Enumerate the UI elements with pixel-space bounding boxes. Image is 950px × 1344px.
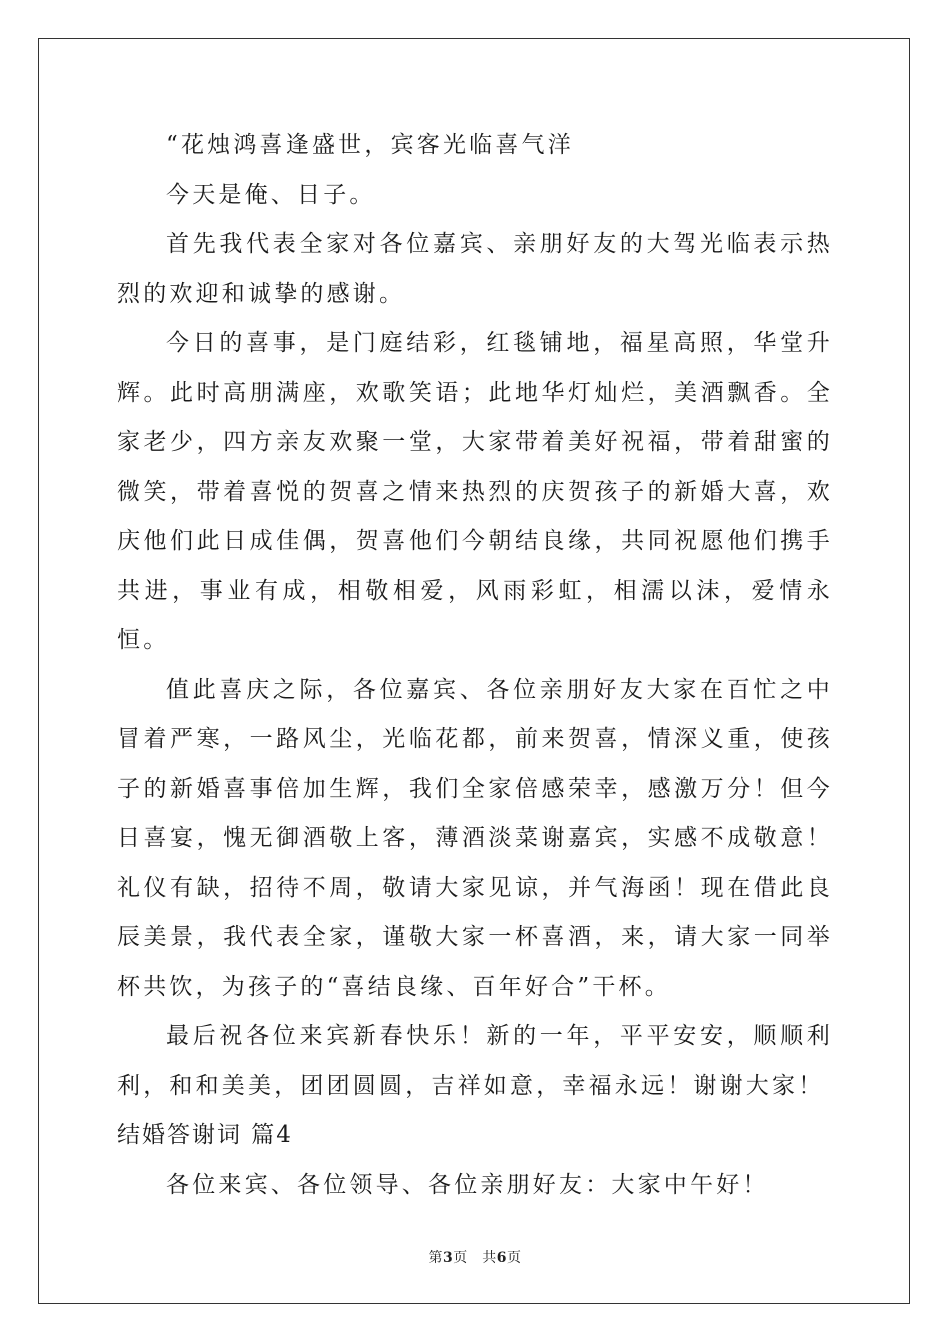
page-current: 3 bbox=[443, 1250, 454, 1266]
page-mid: 页 共 bbox=[453, 1250, 497, 1266]
section-heading: 结婚答谢词 篇4 bbox=[117, 1122, 293, 1148]
paragraph: “花烛鸿喜逢盛世，宾客光临喜气洋 bbox=[166, 132, 574, 158]
page-prefix: 第 bbox=[428, 1250, 443, 1266]
paragraph: 最后祝各位来宾新春快乐！新的一年，平平安安，顺顺利利，和和美美，团团圆圆，吉祥如意，幸福永远！谢谢大家！ bbox=[117, 1023, 833, 1099]
page-footer bbox=[0, 1247, 950, 1267]
paragraph: 首先我代表全家对各位嘉宾、亲朋好友的大驾光临表示热烈的欢迎和诚挚的感谢。 bbox=[117, 231, 833, 307]
paragraph: 值此喜庆之际，各位嘉宾、各位亲朋好友大家在百忙之中冒着严寒，一路风尘，光临花都，前来贺喜，情深义重，使孩子的新婚喜事倍加生辉，我们全家倍感荣幸，感激万分！但今日喜宴，愧无御酒敬上客，薄酒淡菜谢嘉宾，实感不成敬意！礼仪有缺，招待不周，敬请大家见谅，并气海函！现在借此良辰美景，我代表全家，谨敬大家一杯喜酒，来，请大家一同举杯共饮，为孩子的“喜结良缘、百年好合”干杯。 bbox=[117, 676, 833, 1000]
page-suffix: 页 bbox=[507, 1250, 522, 1266]
paragraph: 今天是俺、日子。 bbox=[166, 181, 376, 208]
page-total: 6 bbox=[496, 1250, 507, 1266]
document-body bbox=[117, 121, 833, 1210]
paragraph: 今日的喜事，是门庭结彩，红毯铺地，福星高照，华堂升辉。此时高朋满座，欢歌笑语；此地华灯灿烂，美酒飘香。全家老少，四方亲友欢聚一堂，大家带着美好祝福，带着甜蜜的微笑，带着喜悦的贺喜之情来热烈的庆贺孩子的新婚大喜，欢庆他们此日成佳偶，贺喜他们今朝结良缘，共同祝愿他们携手共进，事业有成，相敬相爱，风雨彩虹，相濡以沫，爱情永恒。 bbox=[117, 330, 833, 653]
paragraph: 各位来宾、各位领导、各位亲朋好友：大家中午好！ bbox=[166, 1171, 769, 1198]
